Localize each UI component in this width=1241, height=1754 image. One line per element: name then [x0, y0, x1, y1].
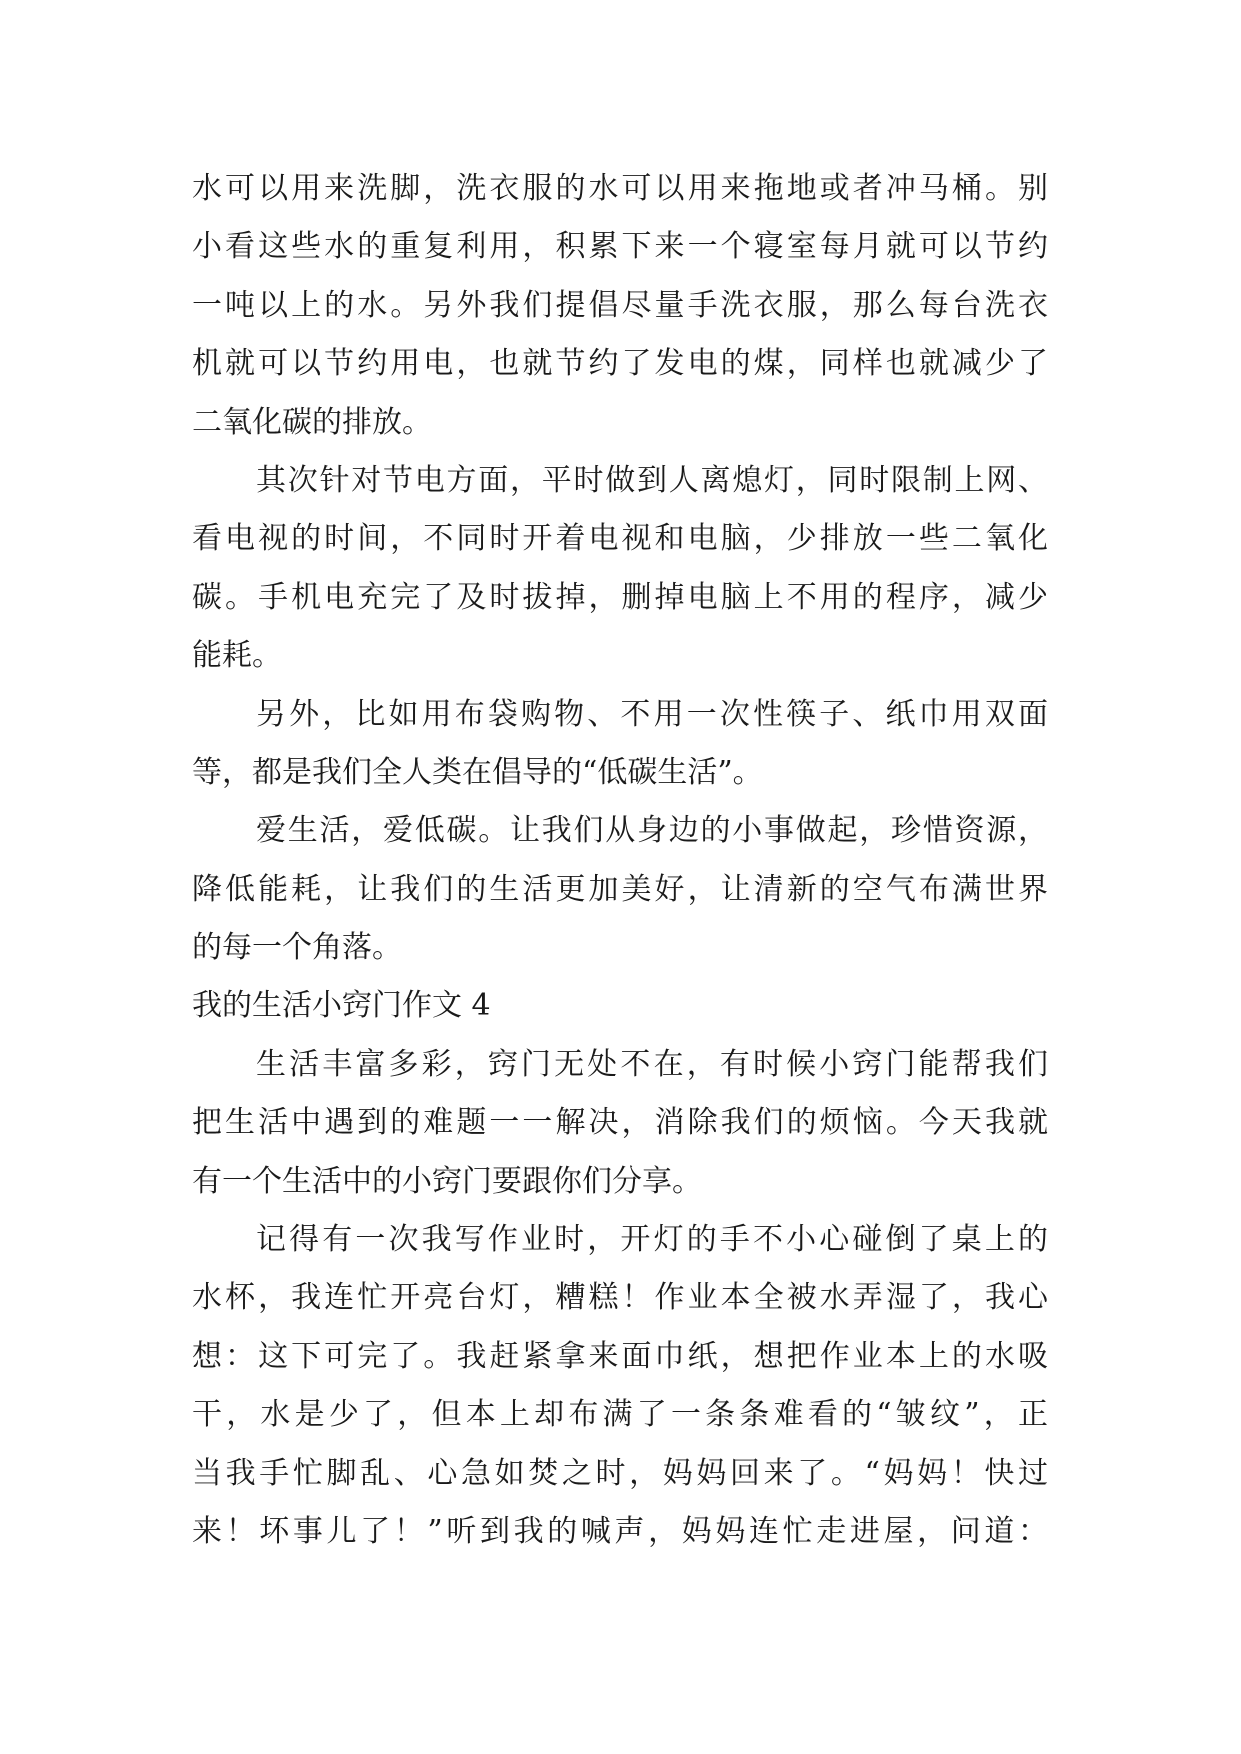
paragraph — [192, 1211, 1048, 1561]
section-heading — [192, 977, 1048, 1035]
text-line: 有一个生活中的小窍门要跟你们分享。 — [192, 1163, 702, 1199]
text-line: 水可以用来洗脚，洗衣服的水可以用来拖地或者冲马桶。别 — [192, 171, 1048, 206]
paragraph — [192, 452, 1048, 686]
text-line: 的每一个角落。 — [192, 930, 402, 966]
text-line: 生活丰富多彩，窍门无处不在，有时候小窍门能帮我们 — [256, 1046, 1048, 1082]
text-line: 能耗。 — [192, 638, 282, 674]
text-line: 当我手忙脚乱、心急如焚之时，妈妈回来了。“妈妈！快过 — [192, 1455, 1048, 1491]
text-line: 水杯，我连忙开亮台灯，糟糕！作业本全被水弄湿了，我心 — [192, 1280, 1048, 1316]
text-line: 等，都是我们全人类在倡导的“低碳生活”。 — [192, 754, 763, 790]
text-line: 来！坏事儿了！”听到我的喊声，妈妈连忙走进屋，问道： — [192, 1513, 1048, 1549]
text-line: 二氧化碳的排放。 — [192, 404, 432, 440]
text-line: 爱生活，爱低碳。让我们从身边的小事做起，珍惜资源， — [256, 813, 1048, 849]
document-body — [192, 160, 1048, 1561]
text-line: 机就可以节约用电，也就节约了发电的煤，同样也就减少了 — [192, 346, 1048, 382]
text-line: 其次针对节电方面，平时做到人离熄灯，同时限制上网、 — [256, 462, 1048, 498]
paragraph — [192, 802, 1048, 977]
paragraph — [192, 1036, 1048, 1211]
text-line: 想：这下可完了。我赶紧拿来面巾纸，想把作业本上的水吸 — [192, 1338, 1048, 1374]
text-line: 把生活中遇到的难题一一解决，消除我们的烦恼。今天我就 — [192, 1105, 1048, 1141]
text-line: 一吨以上的水。另外我们提倡尽量手洗衣服，那么每台洗衣 — [192, 287, 1048, 323]
text-line: 小看这些水的重复利用，积累下来一个寝室每月就可以节约 — [192, 229, 1048, 265]
text-line: 干，水是少了，但本上却布满了一条条难看的“皱纹”，正 — [192, 1397, 1048, 1433]
paragraph — [192, 686, 1048, 803]
text-line: 看电视的时间，不同时开着电视和电脑，少排放一些二氧化 — [192, 521, 1048, 557]
paragraph — [192, 160, 1048, 452]
text-line: 碳。手机电充完了及时拔掉，删掉电脑上不用的程序，减少 — [192, 579, 1048, 615]
text-line: 降低能耗，让我们的生活更加美好，让清新的空气布满世界 — [192, 871, 1048, 907]
text-line: 另外，比如用布袋购物、不用一次性筷子、纸巾用双面 — [256, 696, 1048, 732]
heading-text: 我的生活小窍门作文 4 — [192, 988, 491, 1024]
text-line: 记得有一次我写作业时，开灯的手不小心碰倒了桌上的 — [256, 1222, 1048, 1258]
